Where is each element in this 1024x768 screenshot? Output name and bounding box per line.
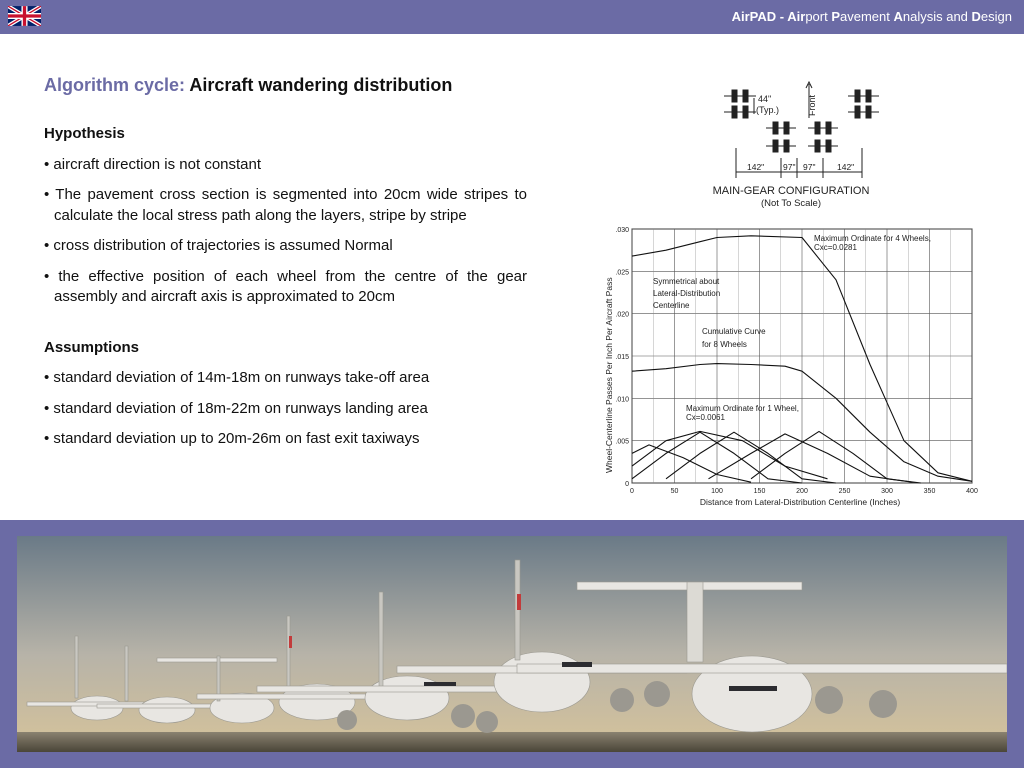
x-tick-label: 150 [753, 488, 766, 495]
ann-max1-line1: Maximum Ordinate for 1 Wheel, [686, 404, 799, 413]
hypothesis-item: • The pavement cross section is segmented into 20cm wide stripes to calculate the local stress path along the layers, stripe by stripe [44, 186, 527, 224]
content-text [44, 124, 527, 460]
app-title: AirPAD - Airport Pavement Analysis and Design [731, 9, 1012, 24]
gear-inner-right [808, 122, 838, 152]
ann-sym-line1: Symmetrical about [653, 277, 720, 286]
gear-spacing-label: 44" [758, 94, 772, 104]
hypothesis-item: • cross distribution of trajectories is assumed Normal [44, 237, 393, 254]
y-tick-label: 0 [625, 481, 629, 488]
gear-right [848, 90, 879, 118]
y-tick-label: .005 [615, 438, 629, 446]
gear-typ-label: (Typ.) [756, 105, 780, 115]
x-tick-label: 300 [881, 488, 893, 495]
uk-flag-icon[interactable] [8, 6, 41, 26]
ann-cum-line1: Cumulative Curve [702, 327, 766, 336]
hypothesis-item: • aircraft direction is not constant [44, 155, 262, 173]
ann-sym-line2: Lateral-Distribution [653, 289, 721, 298]
gear-dim-label: 97" [783, 162, 796, 172]
gear-caption-sub: (Not To Scale) [760, 198, 822, 209]
aircraft-lineup-photo [17, 536, 1007, 752]
ann-max1-line2: Cx=0.0061 [686, 413, 725, 422]
x-tick-label: 0 [630, 488, 634, 495]
gear-dim-label: 142" [837, 162, 855, 172]
header-bar [0, 0, 1024, 34]
x-tick-label: 200 [796, 488, 808, 495]
assumptions-item: • standard deviation of 14m-18m on runways take-off area [44, 369, 430, 386]
gear-dim-label: 97" [803, 162, 816, 172]
chart-ylabel: Wheel-Centerline Passes Per Inch Per Aircraft Pass [604, 277, 614, 473]
wander-chart [615, 227, 978, 495]
front-label: Front [807, 94, 817, 116]
gear-inner-left [766, 122, 796, 152]
x-tick-label: 350 [923, 488, 936, 495]
chart-xlabel: Distance from Lateral-Distribution Centerline (Inches) [699, 497, 901, 507]
x-tick-label: 400 [966, 488, 978, 495]
gear-dim-label: 142" [747, 162, 765, 172]
ann-cum-line2: for 8 Wheels [702, 340, 747, 349]
assumptions-item: • standard deviation of 18m-22m on runways landing area [44, 399, 428, 417]
gear-caption: MAIN-GEAR CONFIGURATION [712, 185, 870, 197]
series-line-4 [632, 431, 828, 478]
assumptions-heading: Assumptions [44, 338, 140, 356]
y-tick-label: .025 [615, 269, 629, 277]
ann-sym-line3: Centerline [653, 301, 690, 310]
ann-max4-line1: Maximum Ordinate for 4 Wheels, [814, 234, 931, 243]
title-lead: Algorithm cycle: [44, 75, 190, 95]
wander-figure [596, 76, 988, 514]
y-tick-label: .010 [615, 396, 629, 404]
series-line-5 [666, 432, 836, 483]
x-tick-label: 50 [670, 488, 679, 495]
gear-left [724, 90, 756, 118]
title-rest: Aircraft wandering distribution [189, 75, 453, 95]
assumptions-item: • standard deviation up to 20m-26m on fast exit taxiways [44, 430, 420, 447]
x-tick-label: 250 [838, 488, 851, 495]
y-tick-label: .020 [615, 311, 629, 319]
hypothesis-heading: Hypothesis [44, 125, 125, 142]
ann-max4-line2: Cxc=0.0281 [814, 243, 857, 252]
y-tick-label: .015 [615, 354, 629, 361]
y-tick-label: .030 [615, 227, 629, 234]
x-tick-label: 100 [711, 488, 723, 495]
hypothesis-item: • the effective position of each wheel from the centre of the gear assembly and aircraft axis is approximated to 20cm [44, 267, 527, 305]
page-title [44, 75, 452, 96]
